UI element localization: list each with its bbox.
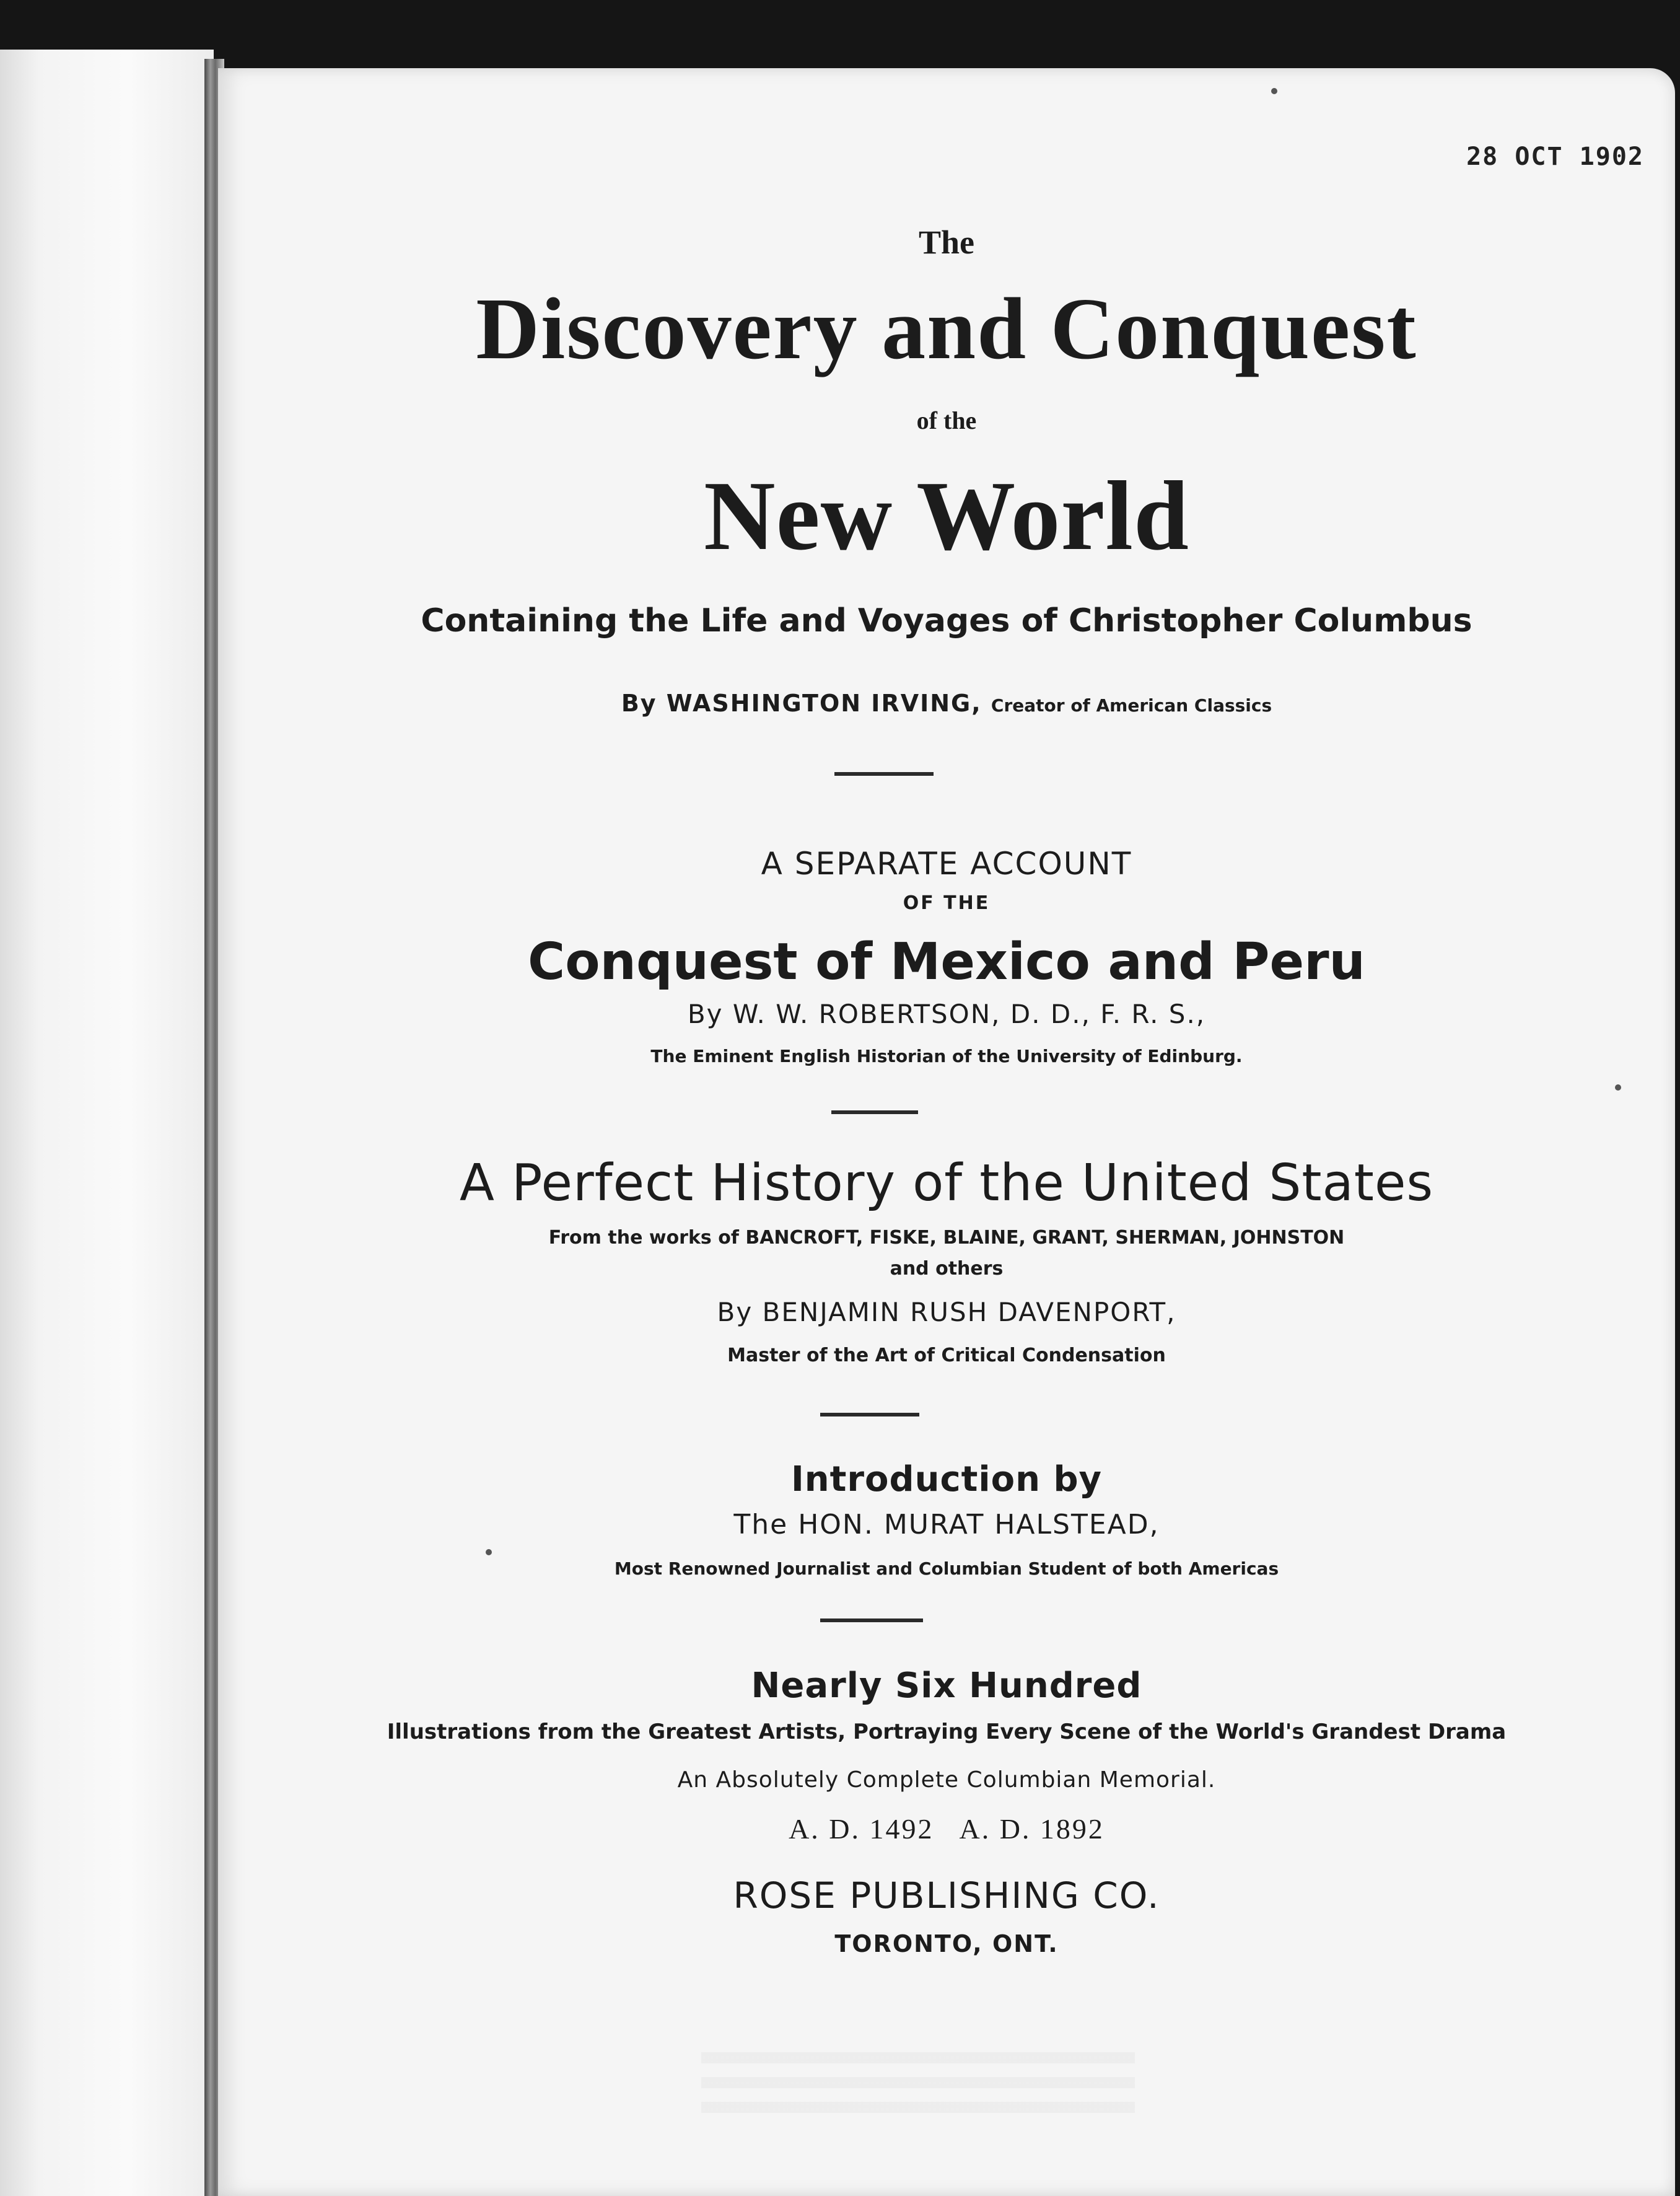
dust-speck: [1615, 1084, 1621, 1091]
davenport-byline: By BENJAMIN RUSH DAVENPORT,: [717, 1297, 1176, 1327]
memorial-line: An Absolutely Complete Columbian Memorial.: [677, 1767, 1216, 1793]
irving-description: Creator of American Classics: [991, 695, 1272, 716]
robertson-description: The Eminent English Historian of the University of Edinburg.: [650, 1046, 1243, 1066]
main-title: Discovery and Conquest: [476, 279, 1417, 377]
davenport-description: Master of the Art of Critical Condensation: [727, 1345, 1166, 1366]
previous-page-edge: [0, 50, 214, 2196]
publisher-city: TORONTO, ONT.: [834, 1930, 1059, 1957]
halstead-description: Most Renowned Journalist and Columbian Student of both Americas: [614, 1558, 1279, 1579]
dust-speck: [486, 1549, 492, 1555]
works-others: and others: [890, 1258, 1004, 1280]
illustrations-line: Illustrations from the Greatest Artists, Portraying Every Scene of the World's Grandest Drama: [387, 1719, 1507, 1744]
united-states-title: A Perfect History of the United States: [459, 1154, 1434, 1213]
divider-rule: [820, 1413, 919, 1416]
title-new-world: New World: [704, 460, 1189, 571]
title-the: The: [918, 224, 975, 261]
divider-rule: [820, 1618, 923, 1622]
mexico-peru-title: Conquest of Mexico and Peru: [528, 933, 1365, 991]
divider-rule: [831, 1110, 918, 1114]
dust-speck: [1271, 88, 1277, 94]
irving-byline: By WASHINGTON IRVING,: [621, 690, 982, 717]
dates-text: A. D. 1492 A. D. 1892: [789, 1813, 1105, 1845]
divider-rule: [834, 772, 934, 776]
irving-credit: [218, 690, 1675, 717]
dates-line: [218, 1812, 1675, 1845]
date-stamp: 28 OCT 1902: [1466, 143, 1644, 171]
separate-account-of-the: OF THE: [903, 892, 991, 914]
subtitle: Containing the Life and Voyages of Christopher Columbus: [421, 602, 1472, 639]
works-list: From the works of BANCROFT, FISKE, BLAINE, GRANT, SHERMAN, JOHNSTON: [548, 1227, 1345, 1249]
nearly-six-hundred: Nearly Six Hundred: [751, 1666, 1142, 1706]
introduction-heading: Introduction by: [790, 1459, 1103, 1500]
separate-account-heading: A SEPARATE ACCOUNT: [761, 846, 1132, 882]
halstead-byline: The HON. MURAT HALSTEAD,: [733, 1509, 1160, 1540]
show-through-shadow: [701, 2039, 1135, 2113]
title-page: [218, 68, 1675, 2196]
title-of-the: of the: [916, 406, 977, 434]
robertson-byline: By W. W. ROBERTSON, D. D., F. R. S.,: [687, 999, 1206, 1029]
publisher-name: ROSE PUBLISHING CO.: [733, 1874, 1160, 1917]
